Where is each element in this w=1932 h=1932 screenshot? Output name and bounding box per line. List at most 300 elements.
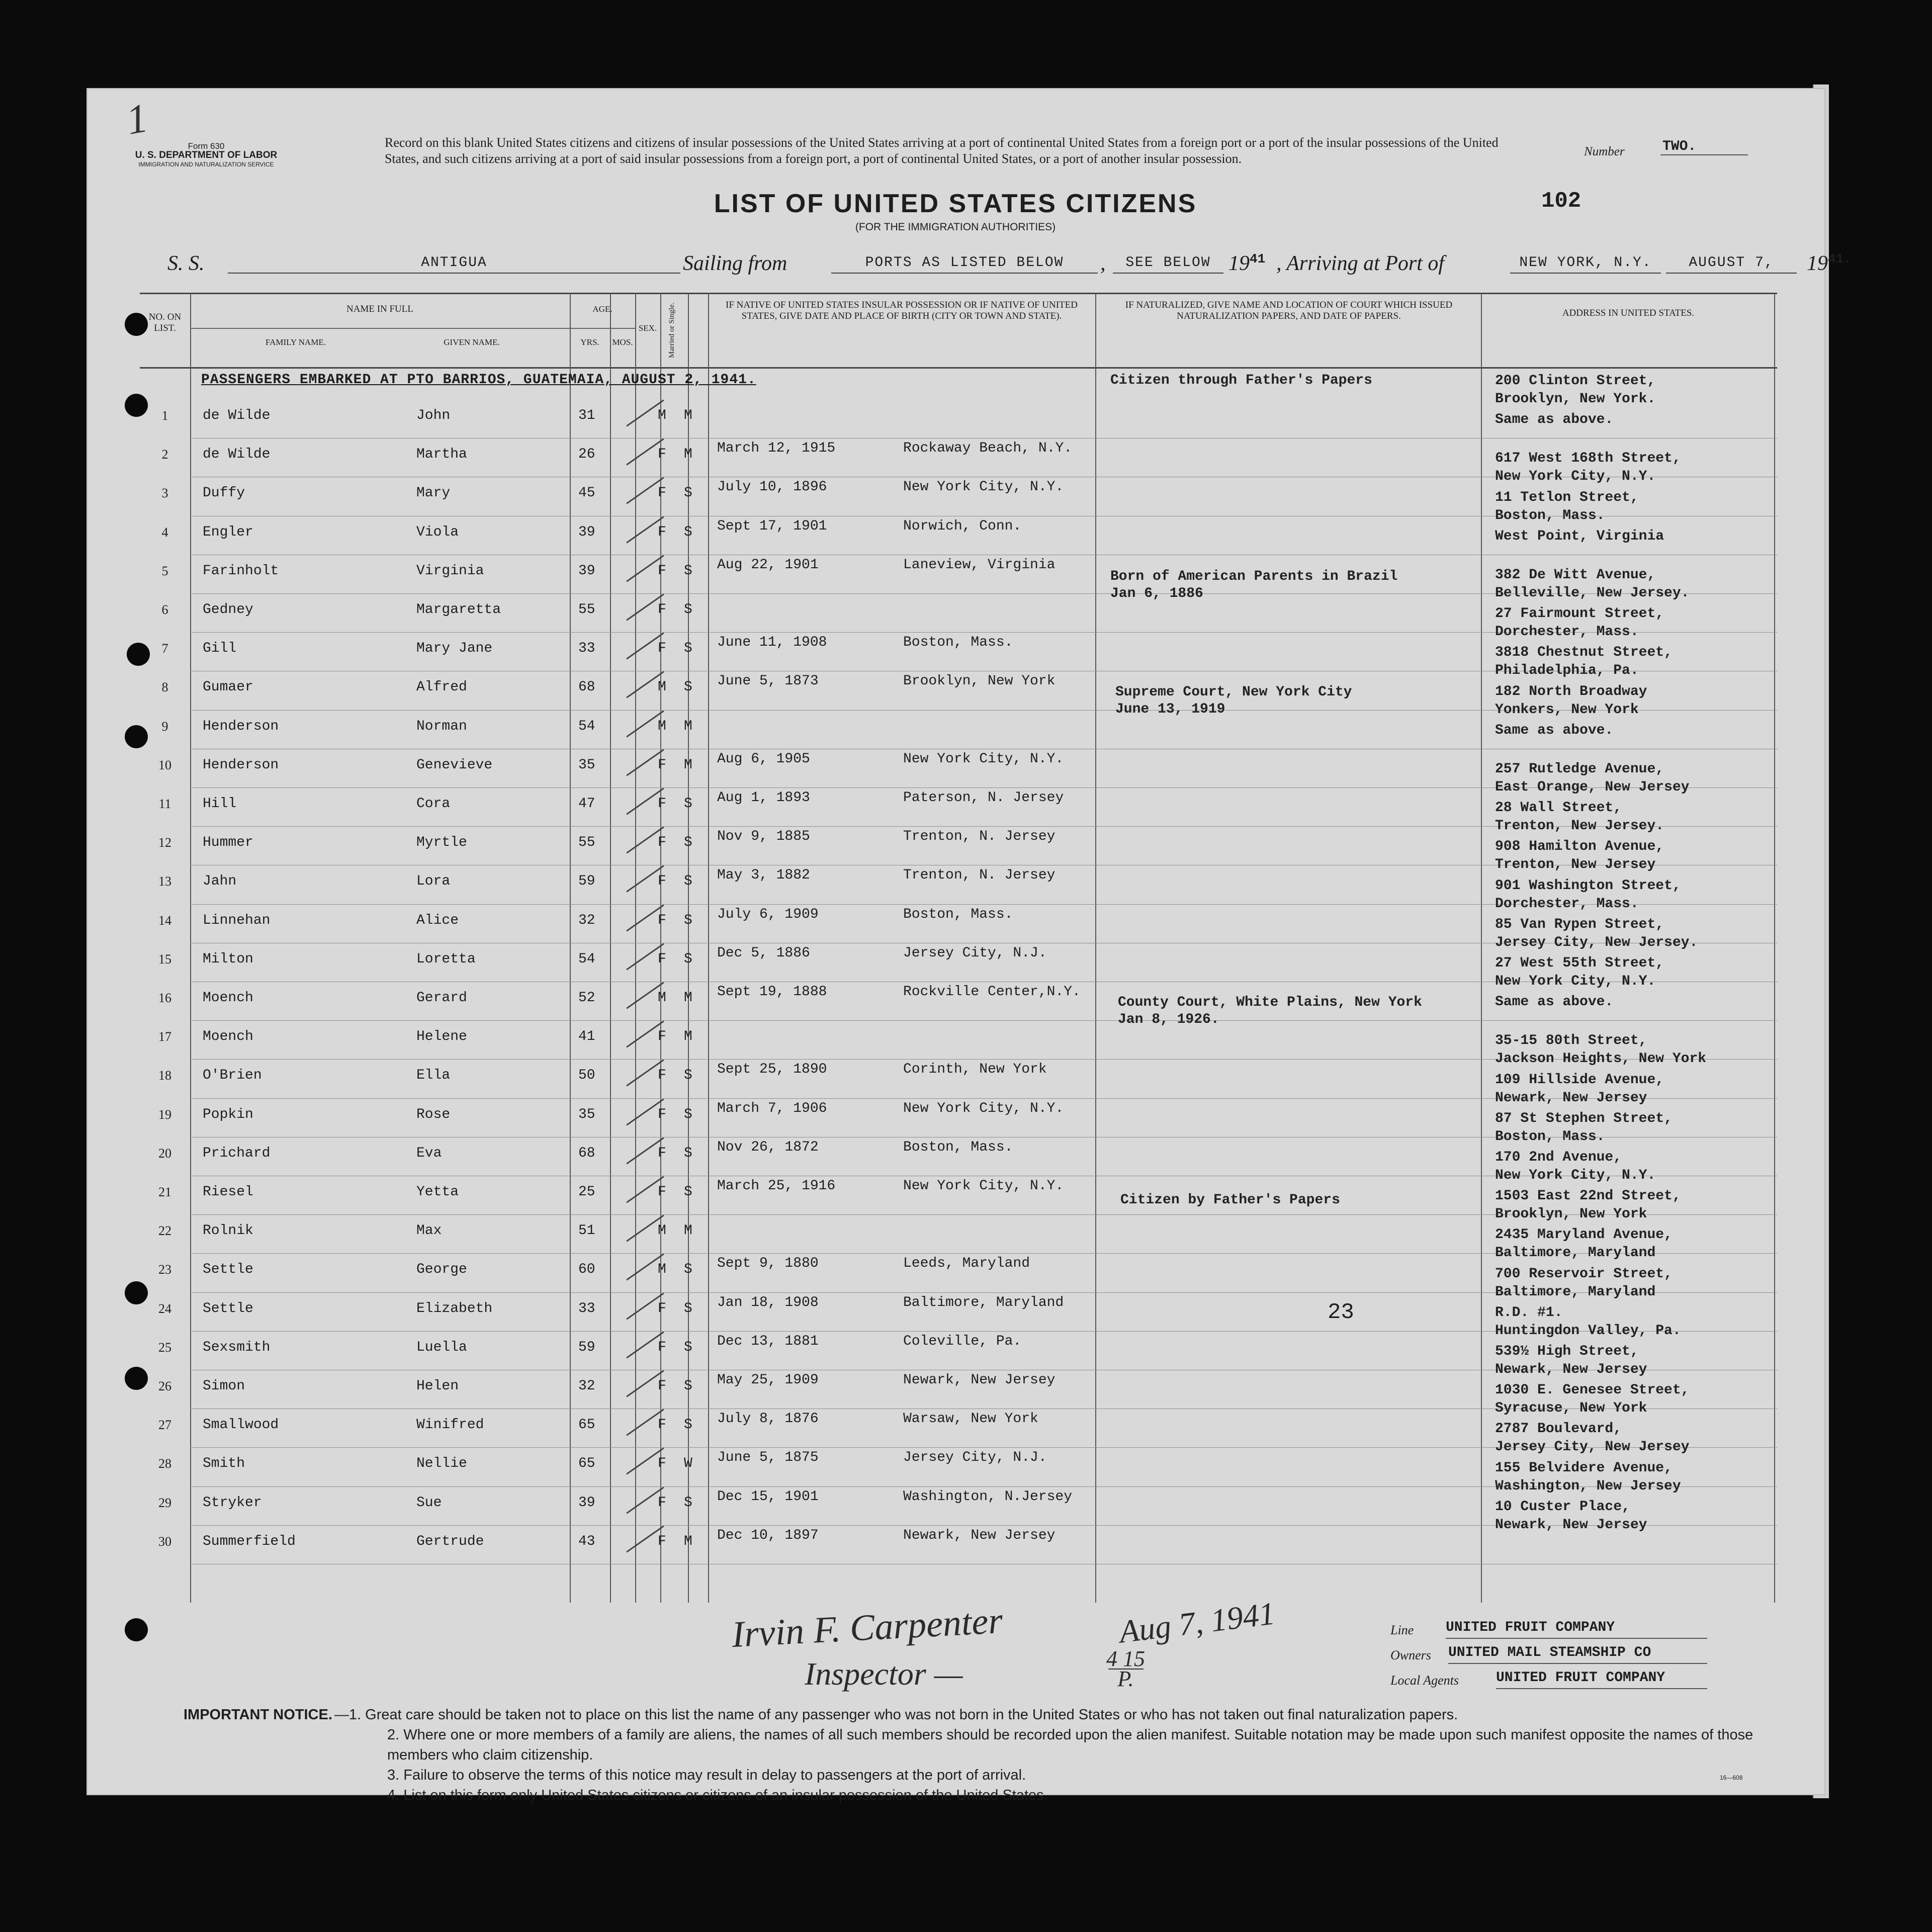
family-name: Duffy — [203, 485, 245, 501]
given-name: Loretta — [416, 951, 476, 967]
address: 382 De Witt Avenue, Belleville, New Jersey. — [1495, 567, 1690, 601]
family-name: Settle — [203, 1300, 253, 1316]
list-number: 3 — [161, 486, 168, 501]
birth-place: Warsaw, New York — [903, 1411, 1038, 1427]
list-number: 24 — [158, 1301, 171, 1316]
birth-date: Aug 22, 1901 — [717, 557, 819, 573]
sex: F — [658, 524, 666, 540]
age: 52 — [578, 990, 595, 1006]
marital-status: S — [684, 1417, 692, 1433]
sex: M — [658, 679, 666, 695]
given-name: Helene — [416, 1029, 467, 1045]
birth-date: May 25, 1909 — [717, 1372, 819, 1388]
section-header: PASSENGERS EMBARKED AT PTO BARRIOS, GUATEMAIA, AUGUST 2, 1941. — [201, 372, 756, 388]
address: West Point, Virginia — [1495, 528, 1664, 544]
marital-status: S — [684, 835, 692, 851]
family-name: Simon — [203, 1378, 245, 1394]
given-name: Sue — [416, 1495, 442, 1511]
family-name: Farinholt — [203, 563, 279, 579]
sex: F — [658, 912, 666, 928]
signature-date: Aug 7, 1941 — [1117, 1595, 1277, 1650]
sailing-date: SEE BELOW — [1113, 253, 1223, 274]
given-name: Lora — [416, 873, 451, 890]
notice-item: 4. List on this form only United States citizens or citizens of an insular possession of the United States. — [387, 1787, 1048, 1803]
age: 55 — [578, 835, 595, 851]
sex: F — [658, 873, 666, 890]
passenger-table — [140, 293, 1777, 1603]
given-name: Mary Jane — [416, 641, 493, 657]
sex: F — [658, 602, 666, 618]
given-name: Nellie — [416, 1456, 467, 1472]
sailing-from: PORTS AS LISTED BELOW — [831, 253, 1098, 274]
header-mos: MOS. — [612, 337, 633, 347]
number-label: Number — [1584, 145, 1625, 158]
birth-date: May 3, 1882 — [717, 867, 810, 884]
birth-place: Rockville Center,N.Y. — [903, 984, 1081, 1000]
age: 60 — [578, 1262, 595, 1278]
sex: F — [658, 1378, 666, 1394]
birth-date: Aug 6, 1905 — [717, 751, 810, 767]
important-notice — [184, 1705, 1793, 1805]
family-name: Henderson — [203, 718, 279, 734]
arrival-date: AUGUST 7, — [1666, 253, 1797, 274]
birth-place: Trenton, N. Jersey — [903, 867, 1056, 884]
address: 11 Tetlon Street, Boston, Mass. — [1495, 489, 1639, 523]
age: 33 — [578, 1300, 595, 1316]
sex: M — [658, 990, 666, 1006]
birth-date: July 6, 1909 — [717, 906, 819, 922]
address: 901 Washington Street, Dorchester, Mass. — [1495, 877, 1681, 912]
ship-label: S. S. — [167, 252, 205, 275]
given-name: Norman — [416, 718, 467, 734]
birth-place: Boston, Mass. — [903, 635, 1013, 651]
birth-place: Coleville, Pa. — [903, 1333, 1022, 1349]
family-name: Gumaer — [203, 679, 253, 695]
address: 182 North Broadway Yonkers, New York — [1495, 683, 1647, 718]
birth-date: Dec 13, 1881 — [717, 1333, 819, 1349]
signature-title: Inspector — — [805, 1656, 963, 1692]
family-name: Rolnik — [203, 1223, 253, 1239]
marital-status: M — [684, 408, 692, 423]
age: 35 — [578, 1106, 595, 1122]
marital-status: S — [684, 524, 692, 540]
age: 47 — [578, 796, 595, 812]
address: 700 Reservoir Street, Baltimore, Maryland — [1495, 1266, 1673, 1300]
voyage-line: S. S. ANTIGUA Sailing from PORTS AS LISTED BELOW , SEE BELOW $19^{41}$ , Arriving at Port of NEW YORK, N.Y. AUGUST 7, $19^{41.}$ — [167, 251, 1852, 275]
birth-place: Leeds, Maryland — [903, 1256, 1030, 1272]
list-number: 18 — [158, 1068, 171, 1083]
family-name: Milton — [203, 951, 253, 967]
header-birth: IF NATIVE OF UNITED STATES INSULAR POSSESSION OR IF NATIVE OF UNITED STATES, GIVE DATE AND PLACE OF BIRTH (CITY OR TOWN AND STATE). — [726, 300, 1078, 321]
list-number: 17 — [158, 1029, 171, 1044]
sex: F — [658, 1300, 666, 1316]
marital-status: W — [684, 1456, 692, 1472]
age: 32 — [578, 912, 595, 928]
family-name: Settle — [203, 1262, 253, 1278]
age: 65 — [578, 1417, 595, 1433]
given-name: Eva — [416, 1145, 442, 1161]
birth-date: Sept 25, 1890 — [717, 1062, 827, 1078]
birth-place: Boston, Mass. — [903, 906, 1013, 922]
list-number: 5 — [161, 563, 168, 578]
address: 2435 Maryland Avenue, Baltimore, Maryland — [1495, 1227, 1673, 1261]
age: 39 — [578, 563, 595, 579]
address: R.D. #1. Huntingdon Valley, Pa. — [1495, 1304, 1681, 1339]
address: 35-15 80th Street, Jackson Heights, New York — [1495, 1033, 1707, 1067]
signature-note — [1106, 1646, 1145, 1691]
marital-status: S — [684, 951, 692, 967]
given-name: Mary — [416, 485, 451, 501]
birth-place: New York City, N.Y. — [903, 751, 1064, 767]
age: 45 — [578, 485, 595, 501]
sex: F — [658, 1145, 666, 1161]
header-family-name: FAMILY NAME. — [265, 337, 326, 347]
age: 65 — [578, 1456, 595, 1472]
birth-place: Brooklyn, New York — [903, 673, 1056, 689]
company-info — [1355, 1617, 1707, 1692]
given-name: Gerard — [416, 990, 467, 1006]
family-name: Summerfield — [203, 1533, 296, 1549]
list-number: 16 — [158, 991, 171, 1005]
birth-place: New York City, N.Y. — [903, 1178, 1064, 1194]
address: 3818 Chestnut Street, Philadelphia, Pa. — [1495, 645, 1673, 679]
sex: F — [658, 1456, 666, 1472]
sex: F — [658, 835, 666, 851]
sailing-label: Sailing from — [683, 252, 787, 275]
birth-place: Boston, Mass. — [903, 1139, 1013, 1155]
given-name: Elizabeth — [416, 1300, 493, 1316]
address: Same as above. — [1495, 412, 1614, 428]
list-number: 29 — [158, 1495, 171, 1510]
list-number: 27 — [158, 1418, 171, 1433]
birth-place: Paterson, N. Jersey — [903, 790, 1064, 806]
service-name: IMMIGRATION AND NATURALIZATION SERVICE — [138, 161, 274, 168]
arrival-port: NEW YORK, N.Y. — [1510, 253, 1661, 274]
sex: F — [658, 1495, 666, 1511]
address: 155 Belvidere Avenue, Washington, New Jersey — [1495, 1460, 1681, 1494]
family-name: O'Brien — [203, 1068, 262, 1084]
margin-mark: 1 — [123, 95, 151, 143]
sex: F — [658, 757, 666, 773]
birth-date: Dec 5, 1886 — [717, 945, 810, 961]
list-number: 9 — [161, 719, 168, 734]
birth-place: New York City, N.Y. — [903, 1100, 1064, 1116]
signature-note-top: 4 15 — [1106, 1646, 1145, 1671]
marital-status: M — [684, 990, 692, 1006]
marital-status: S — [684, 563, 692, 579]
age: 59 — [578, 873, 595, 890]
birth-date: March 7, 1906 — [717, 1100, 827, 1116]
department-name: U. S. DEPARTMENT OF LABOR — [135, 150, 278, 160]
birth-date: Jan 18, 1908 — [717, 1294, 819, 1310]
age: 35 — [578, 757, 595, 773]
list-number: 12 — [158, 835, 171, 850]
age: 55 — [578, 602, 595, 618]
list-number: 14 — [158, 913, 171, 928]
given-name: Helen — [416, 1378, 459, 1394]
marital-status: S — [684, 1378, 692, 1394]
address: 170 2nd Avenue, New York City, N.Y. — [1495, 1150, 1656, 1183]
given-name: Gertrude — [416, 1533, 484, 1549]
notice-item: 3. Failure to observe the terms of this notice may result in delay to passengers at the port of arrival. — [387, 1767, 1026, 1783]
address: 617 West 168th Street, New York City, N.Y. — [1495, 451, 1681, 485]
marital-status: S — [684, 1106, 692, 1122]
header-no: NO. ON LIST. — [148, 312, 182, 333]
birth-date: March 25, 1916 — [717, 1178, 836, 1194]
family-name: Jahn — [203, 873, 237, 890]
marital-status: S — [684, 1495, 692, 1511]
birth-date: July 10, 1896 — [717, 479, 827, 495]
address: 908 Hamilton Avenue, Trenton, New Jersey — [1495, 839, 1664, 873]
marital-status: S — [684, 1145, 692, 1161]
marital-status: S — [684, 602, 692, 618]
list-number: 10 — [158, 757, 171, 772]
family-name: Sexsmith — [203, 1339, 271, 1355]
family-name: Prichard — [203, 1145, 271, 1161]
address: Same as above. — [1495, 994, 1614, 1010]
marital-status: S — [684, 912, 692, 928]
list-number: 23 — [158, 1262, 171, 1277]
birth-place: Trenton, N. Jersey — [903, 829, 1056, 845]
birth-place: New York City, N.Y. — [903, 479, 1064, 495]
list-number: 19 — [158, 1107, 171, 1122]
address: 28 Wall Street, Trenton, New Jersey. — [1495, 800, 1664, 834]
page-subtitle: (FOR THE IMMIGRATION AUTHORITIES) — [855, 221, 1056, 233]
list-number: 11 — [158, 797, 171, 811]
given-name: Margaretta — [416, 602, 501, 618]
age: 43 — [578, 1533, 595, 1549]
given-name: Alice — [416, 912, 459, 928]
family-name: de Wilde — [203, 447, 271, 463]
age: 50 — [578, 1068, 595, 1084]
list-number: 8 — [161, 680, 168, 695]
family-name: Stryker — [203, 1495, 262, 1511]
sex: F — [658, 1339, 666, 1355]
birth-place: Corinth, New York — [903, 1062, 1047, 1078]
family-name: Hummer — [203, 835, 253, 851]
sex: F — [658, 485, 666, 501]
given-name: Genevieve — [416, 757, 493, 773]
sex: F — [658, 1029, 666, 1045]
age: 32 — [578, 1378, 595, 1394]
birth-date: Nov 26, 1872 — [717, 1139, 819, 1155]
address: Same as above. — [1495, 722, 1614, 738]
header-yrs: YRS. — [580, 337, 599, 347]
birth-place: Newark, New Jersey — [903, 1527, 1056, 1543]
list-number: 2 — [161, 447, 168, 462]
address: 27 West 55th Street, New York City, N.Y. — [1495, 955, 1664, 989]
address: 109 Hillside Avenue, Newark, New Jersey — [1495, 1072, 1664, 1106]
birth-place: Jersey City, N.J. — [903, 1450, 1047, 1466]
address: 539½ High Street, Newark, New Jersey — [1495, 1344, 1647, 1377]
given-name: Virginia — [416, 563, 484, 579]
birth-date: Sept 9, 1880 — [717, 1256, 819, 1272]
address: 1030 E. Genesee Street, Syracuse, New York — [1495, 1382, 1690, 1417]
marital-status: S — [684, 1262, 692, 1278]
sex: F — [658, 1068, 666, 1084]
family-name: Moench — [203, 1029, 253, 1045]
age: 33 — [578, 641, 595, 657]
marital-status: M — [684, 757, 692, 773]
notice-item: —1. Great care should be taken not to place on this list the name of any passenger who was not born in the United States or who has not taken out final naturalization papers. — [334, 1707, 1458, 1723]
birth-date: June 5, 1873 — [717, 673, 819, 689]
age: 41 — [578, 1029, 595, 1045]
given-name: Myrtle — [416, 835, 467, 851]
marital-status: M — [684, 1223, 692, 1239]
address: 85 Van Rypen Street, Jersey City, New Jersey. — [1495, 916, 1698, 950]
marital-status: M — [684, 1029, 692, 1045]
given-name: George — [416, 1262, 467, 1278]
signature-note-bottom: P. — [1117, 1666, 1134, 1691]
family-name: Gill — [203, 641, 237, 657]
family-name: Riesel — [203, 1184, 253, 1200]
family-name: de Wilde — [203, 408, 271, 423]
list-number: 25 — [158, 1340, 171, 1355]
age: 31 — [578, 408, 595, 423]
marital-status: S — [684, 1300, 692, 1316]
marital-status: S — [684, 679, 692, 695]
naturalization-note: County Court, White Plains, New York Jan 8, 1926. — [1118, 995, 1422, 1027]
birth-date: Dec 15, 1901 — [717, 1488, 819, 1505]
naturalization-note: Born of American Parents in Brazil Jan 6, 1886 — [1110, 569, 1398, 601]
age: 68 — [578, 679, 595, 695]
given-name: Rose — [416, 1106, 451, 1122]
header-sex: SEX. — [638, 323, 657, 333]
age: 39 — [578, 1495, 595, 1511]
birth-date: Sept 17, 1901 — [717, 518, 827, 534]
list-number: 1 — [161, 408, 168, 423]
owners-value: UNITED MAIL STEAMSHIP CO — [1448, 1645, 1707, 1664]
family-name: Linnehan — [203, 912, 271, 928]
birth-place: Norwich, Conn. — [903, 518, 1022, 534]
line-label: Line — [1390, 1623, 1414, 1637]
address: 2787 Boulevard, Jersey City, New Jersey — [1495, 1421, 1690, 1455]
family-name: Popkin — [203, 1106, 253, 1122]
list-number: 15 — [158, 951, 171, 967]
marital-status: S — [684, 1339, 692, 1355]
sex: F — [658, 951, 666, 967]
birth-date: Nov 9, 1885 — [717, 829, 810, 845]
birth-place: Washington, N.Jersey — [903, 1488, 1073, 1505]
year2-prefix: 19 — [1807, 252, 1828, 275]
sex: M — [658, 1262, 666, 1278]
list-number: 26 — [158, 1379, 171, 1393]
list-number: 28 — [158, 1456, 171, 1471]
inspector-signature: Irvin F. Carpenter — [731, 1600, 1004, 1656]
age: 51 — [578, 1223, 595, 1239]
given-name: Alfred — [416, 679, 467, 695]
birth-date: June 11, 1908 — [717, 635, 827, 651]
sex: F — [658, 1106, 666, 1122]
marital-status: S — [684, 873, 692, 890]
binder-hole — [125, 1618, 148, 1641]
list-number: 4 — [161, 524, 168, 540]
age: 68 — [578, 1145, 595, 1161]
marital-status: S — [684, 1184, 692, 1200]
list-number: 30 — [158, 1534, 171, 1549]
header-naturalized: IF NATURALIZED, GIVE NAME AND LOCATION OF COURT WHICH ISSUED NATURALIZATION PAPERS, AND DATE OF PAPERS. — [1125, 300, 1453, 321]
family-name: Henderson — [203, 757, 279, 773]
address: 27 Fairmount Street, Dorchester, Mass. — [1495, 606, 1664, 640]
age: 39 — [578, 524, 595, 540]
sex: F — [658, 1533, 666, 1549]
age: 54 — [578, 951, 595, 967]
stamp-number: 23 — [1328, 1300, 1354, 1325]
sex: F — [658, 1184, 666, 1200]
marital-status: S — [684, 641, 692, 657]
list-number: 6 — [161, 602, 168, 617]
header-given-name: GIVEN NAME. — [444, 337, 500, 347]
year2-suffix: 41. — [1828, 251, 1852, 267]
sex: F — [658, 1417, 666, 1433]
list-number: 13 — [158, 874, 171, 889]
owners-label: Owners — [1390, 1648, 1431, 1662]
marital-status: S — [684, 485, 692, 501]
page-title: LIST OF UNITED STATES CITIZENS — [714, 189, 1197, 218]
agents-value: UNITED FRUIT COMPANY — [1496, 1670, 1707, 1689]
birth-place: Baltimore, Maryland — [903, 1294, 1064, 1310]
birth-place: Rockaway Beach, N.Y. — [903, 441, 1073, 457]
marital-status: M — [684, 718, 692, 734]
notice-title: IMPORTANT NOTICE. — [184, 1707, 332, 1723]
family-name: Smith — [203, 1456, 245, 1472]
list-number: 21 — [158, 1185, 171, 1199]
address: 257 Rutledge Avenue, East Orange, New Jersey — [1495, 761, 1690, 795]
birth-place: Newark, New Jersey — [903, 1372, 1056, 1388]
marital-status: S — [684, 796, 692, 812]
family-name: Moench — [203, 990, 253, 1006]
form-number: Form 630 — [188, 141, 225, 151]
age: 59 — [578, 1339, 595, 1355]
family-name: Hill — [203, 796, 237, 812]
number-value: TWO. — [1660, 139, 1748, 155]
list-number: 22 — [158, 1223, 171, 1239]
family-name: Engler — [203, 524, 253, 540]
given-name: Cora — [416, 796, 451, 812]
arriving-label: , Arriving at Port of — [1276, 252, 1445, 275]
birth-date: Dec 10, 1897 — [717, 1527, 819, 1543]
list-number: 20 — [158, 1146, 171, 1161]
address: 10 Custer Place, Newark, New Jersey — [1495, 1499, 1647, 1533]
ship-name: ANTIGUA — [228, 253, 680, 274]
year-suffix: 41 — [1250, 251, 1266, 267]
sex: F — [658, 447, 666, 463]
sex: F — [658, 563, 666, 579]
header-age: AGE. — [592, 304, 612, 314]
marital-status: S — [684, 1068, 692, 1084]
form-identifier — [131, 142, 282, 169]
birth-date: Sept 19, 1888 — [717, 984, 827, 1000]
list-number: 7 — [161, 641, 168, 656]
birth-date: March 12, 1915 — [717, 441, 836, 457]
family-name: Gedney — [203, 602, 253, 618]
given-name: John — [416, 408, 451, 423]
address: 87 St Stephen Street, Boston, Mass. — [1495, 1110, 1673, 1145]
given-name: Yetta — [416, 1184, 459, 1200]
given-name: Viola — [416, 524, 459, 540]
naturalization-note: Citizen through Father's Papers — [1110, 373, 1372, 388]
birth-date: Aug 1, 1893 — [717, 790, 810, 806]
naturalization-note: Supreme Court, New York City June 13, 1919 — [1115, 684, 1352, 717]
form-footer-code: 16—608 — [1720, 1774, 1743, 1781]
header-name-in-full: NAME IN FULL — [346, 304, 413, 314]
line-value: UNITED FRUIT COMPANY — [1446, 1620, 1707, 1639]
family-name: Smallwood — [203, 1417, 279, 1433]
sex: M — [658, 718, 666, 734]
age: 54 — [578, 718, 595, 734]
notice-item: 2. Where one or more members of a family are aliens, the names of all such members should be recorded upon the alien manifest. Suitable notation may be made upon such manifest opposite the names of those members who claim citizenship. — [387, 1727, 1753, 1763]
agents-label: Local Agents — [1390, 1673, 1459, 1688]
